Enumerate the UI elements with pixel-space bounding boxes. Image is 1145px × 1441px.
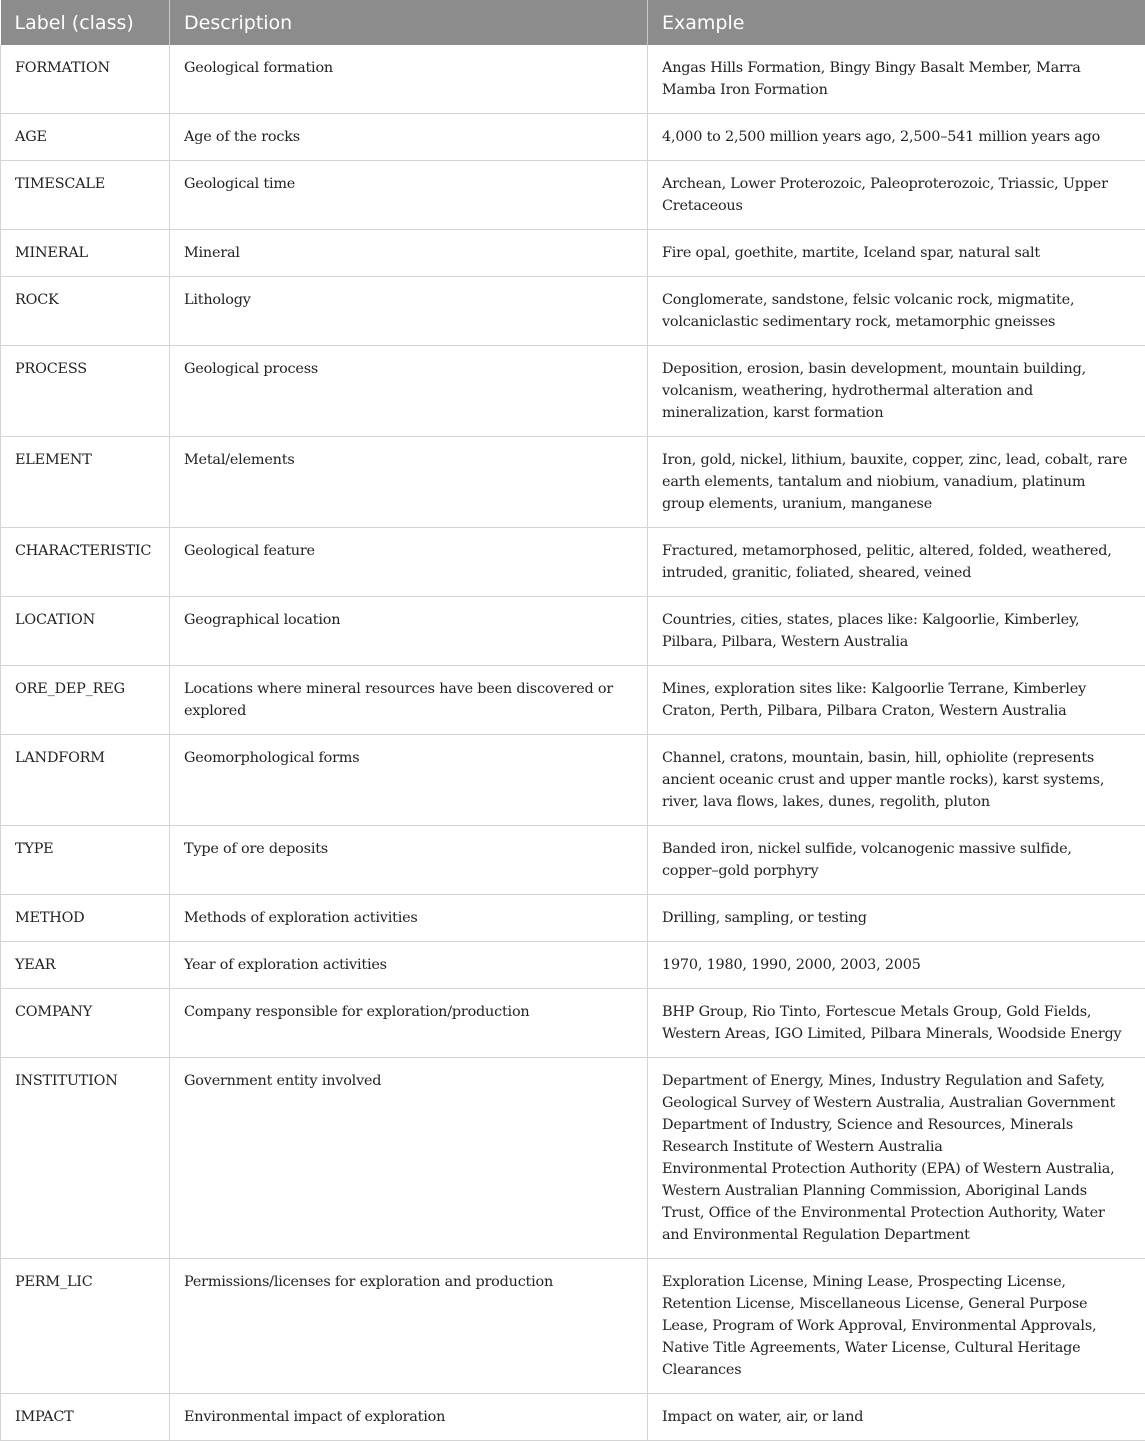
example-text: Countries, cities, states, places like: Kalgoorlie, Kimberley, Pilbara, Pilbara, Western Australia <box>662 609 1132 653</box>
table-row <box>1 346 1145 437</box>
example-text: Drilling, sampling, or testing <box>662 907 1132 929</box>
cell-description: Permissions/licenses for exploration and production <box>170 1259 648 1394</box>
cell-description: Methods of exploration activities <box>170 895 648 942</box>
table-row <box>1 528 1145 597</box>
example-text: Iron, gold, nickel, lithium, bauxite, copper, zinc, lead, cobalt, rare earth elements, tantalum and niobium, vanadium, platinum group elements, uranium, manganese <box>662 449 1132 515</box>
cell-label: LOCATION <box>1 597 170 666</box>
table-row <box>1 597 1145 666</box>
cell-description: Geological feature <box>170 528 648 597</box>
example-text: Angas Hills Formation, Bingy Bingy Basalt Member, Marra Mamba Iron Formation <box>662 57 1132 101</box>
example-text: 4,000 to 2,500 million years ago, 2,500–541 million years ago <box>662 126 1132 148</box>
cell-label: INSTITUTION <box>1 1058 170 1259</box>
cell-description: Company responsible for exploration/production <box>170 989 648 1058</box>
cell-description: Mineral <box>170 230 648 277</box>
cell-label: ROCK <box>1 277 170 346</box>
example-text: Mines, exploration sites like: Kalgoorlie Terrane, Kimberley Craton, Perth, Pilbara, Pilbara Craton, Western Australia <box>662 678 1132 722</box>
table-row <box>1 161 1145 230</box>
example-text: Impact on water, air, or land <box>662 1406 1132 1428</box>
cell-label: CHARACTERISTIC <box>1 528 170 597</box>
header-label-class: Label (class) <box>1 0 170 45</box>
cell-description: Year of exploration activities <box>170 942 648 989</box>
table-row <box>1 1058 1145 1259</box>
cell-example <box>648 597 1145 666</box>
table-row <box>1 45 1145 114</box>
cell-label: TIMESCALE <box>1 161 170 230</box>
cell-description: Lithology <box>170 277 648 346</box>
example-text: 1970, 1980, 1990, 2000, 2003, 2005 <box>662 954 1132 976</box>
cell-label: PROCESS <box>1 346 170 437</box>
cell-example <box>648 528 1145 597</box>
cell-label: COMPANY <box>1 989 170 1058</box>
header-example: Example <box>648 0 1145 45</box>
cell-description: Geological time <box>170 161 648 230</box>
table-row <box>1 277 1145 346</box>
cell-label: AGE <box>1 114 170 161</box>
cell-example <box>648 437 1145 528</box>
cell-example <box>648 346 1145 437</box>
cell-label: PERM_LIC <box>1 1259 170 1394</box>
cell-example <box>648 989 1145 1058</box>
table-body <box>1 45 1145 1441</box>
cell-label: ELEMENT <box>1 437 170 528</box>
cell-description: Metal/elements <box>170 437 648 528</box>
cell-label: LANDFORM <box>1 735 170 826</box>
cell-label: FORMATION <box>1 45 170 114</box>
cell-example <box>648 1394 1145 1441</box>
example-text: Fire opal, goethite, martite, Iceland spar, natural salt <box>662 242 1132 264</box>
cell-description: Geomorphological forms <box>170 735 648 826</box>
cell-label: TYPE <box>1 826 170 895</box>
table-header <box>1 0 1145 45</box>
cell-label: METHOD <box>1 895 170 942</box>
cell-description: Age of the rocks <box>170 114 648 161</box>
cell-example <box>648 1058 1145 1259</box>
example-text: Deposition, erosion, basin development, mountain building, volcanism, weathering, hydrothermal alteration and mineralization, karst formation <box>662 358 1132 424</box>
cell-example <box>648 666 1145 735</box>
example-text: Archean, Lower Proterozoic, Paleoproterozoic, Triassic, Upper Cretaceous <box>662 173 1132 217</box>
table-row <box>1 895 1145 942</box>
cell-label: MINERAL <box>1 230 170 277</box>
cell-example <box>648 45 1145 114</box>
cell-example <box>648 230 1145 277</box>
header-row <box>1 0 1145 45</box>
example-text: BHP Group, Rio Tinto, Fortescue Metals Group, Gold Fields, Western Areas, IGO Limited, Pilbara Minerals, Woodside Energy <box>662 1001 1132 1045</box>
table-row <box>1 989 1145 1058</box>
cell-description: Geological formation <box>170 45 648 114</box>
table-row <box>1 437 1145 528</box>
cell-example <box>648 942 1145 989</box>
example-text: Conglomerate, sandstone, felsic volcanic rock, migmatite, volcaniclastic sedimentary rock, metamorphic gneisses <box>662 289 1132 333</box>
cell-example <box>648 735 1145 826</box>
cell-example <box>648 1259 1145 1394</box>
header-description: Description <box>170 0 648 45</box>
cell-example <box>648 826 1145 895</box>
table-row <box>1 1394 1145 1441</box>
cell-label: YEAR <box>1 942 170 989</box>
example-text: Environmental Protection Authority (EPA) of Western Australia, Western Australian Planning Commission, Aboriginal Lands Trust, Office of the Environmental Protection Authority, Water and Environmental Regulation Department <box>662 1158 1132 1246</box>
example-text: Channel, cratons, mountain, basin, hill, ophiolite (represents ancient oceanic crust and upper mantle rocks), karst systems, river, lava flows, lakes, dunes, regolith, pluton <box>662 747 1132 813</box>
cell-example <box>648 895 1145 942</box>
example-text: Fractured, metamorphosed, pelitic, altered, folded, weathered, intruded, granitic, foliated, sheared, veined <box>662 540 1132 584</box>
cell-description: Locations where mineral resources have been discovered or explored <box>170 666 648 735</box>
cell-description: Government entity involved <box>170 1058 648 1259</box>
cell-example <box>648 277 1145 346</box>
cell-description: Geological process <box>170 346 648 437</box>
cell-label: IMPACT <box>1 1394 170 1441</box>
cell-description: Environmental impact of exploration <box>170 1394 648 1441</box>
table-row <box>1 666 1145 735</box>
cell-description: Geographical location <box>170 597 648 666</box>
example-text: Banded iron, nickel sulfide, volcanogenic massive sulfide, copper–gold porphyry <box>662 838 1132 882</box>
table-row <box>1 114 1145 161</box>
example-text: Department of Energy, Mines, Industry Regulation and Safety, Geological Survey of Western Australia, Australian Government Department of Industry, Science and Resources, Minerals Research Institute of Western Australia <box>662 1070 1132 1158</box>
example-text: Exploration License, Mining Lease, Prospecting License, Retention License, Miscellaneous License, General Purpose Lease, Program of Work Approval, Environmental Approvals, Native Title Agreements, Water License, Cultural Heritage Clearances <box>662 1271 1132 1381</box>
table-row <box>1 942 1145 989</box>
cell-example <box>648 114 1145 161</box>
cell-example <box>648 161 1145 230</box>
table-row <box>1 230 1145 277</box>
cell-description: Type of ore deposits <box>170 826 648 895</box>
table-row <box>1 1259 1145 1394</box>
table-row <box>1 826 1145 895</box>
table-row <box>1 735 1145 826</box>
cell-label: ORE_DEP_REG <box>1 666 170 735</box>
